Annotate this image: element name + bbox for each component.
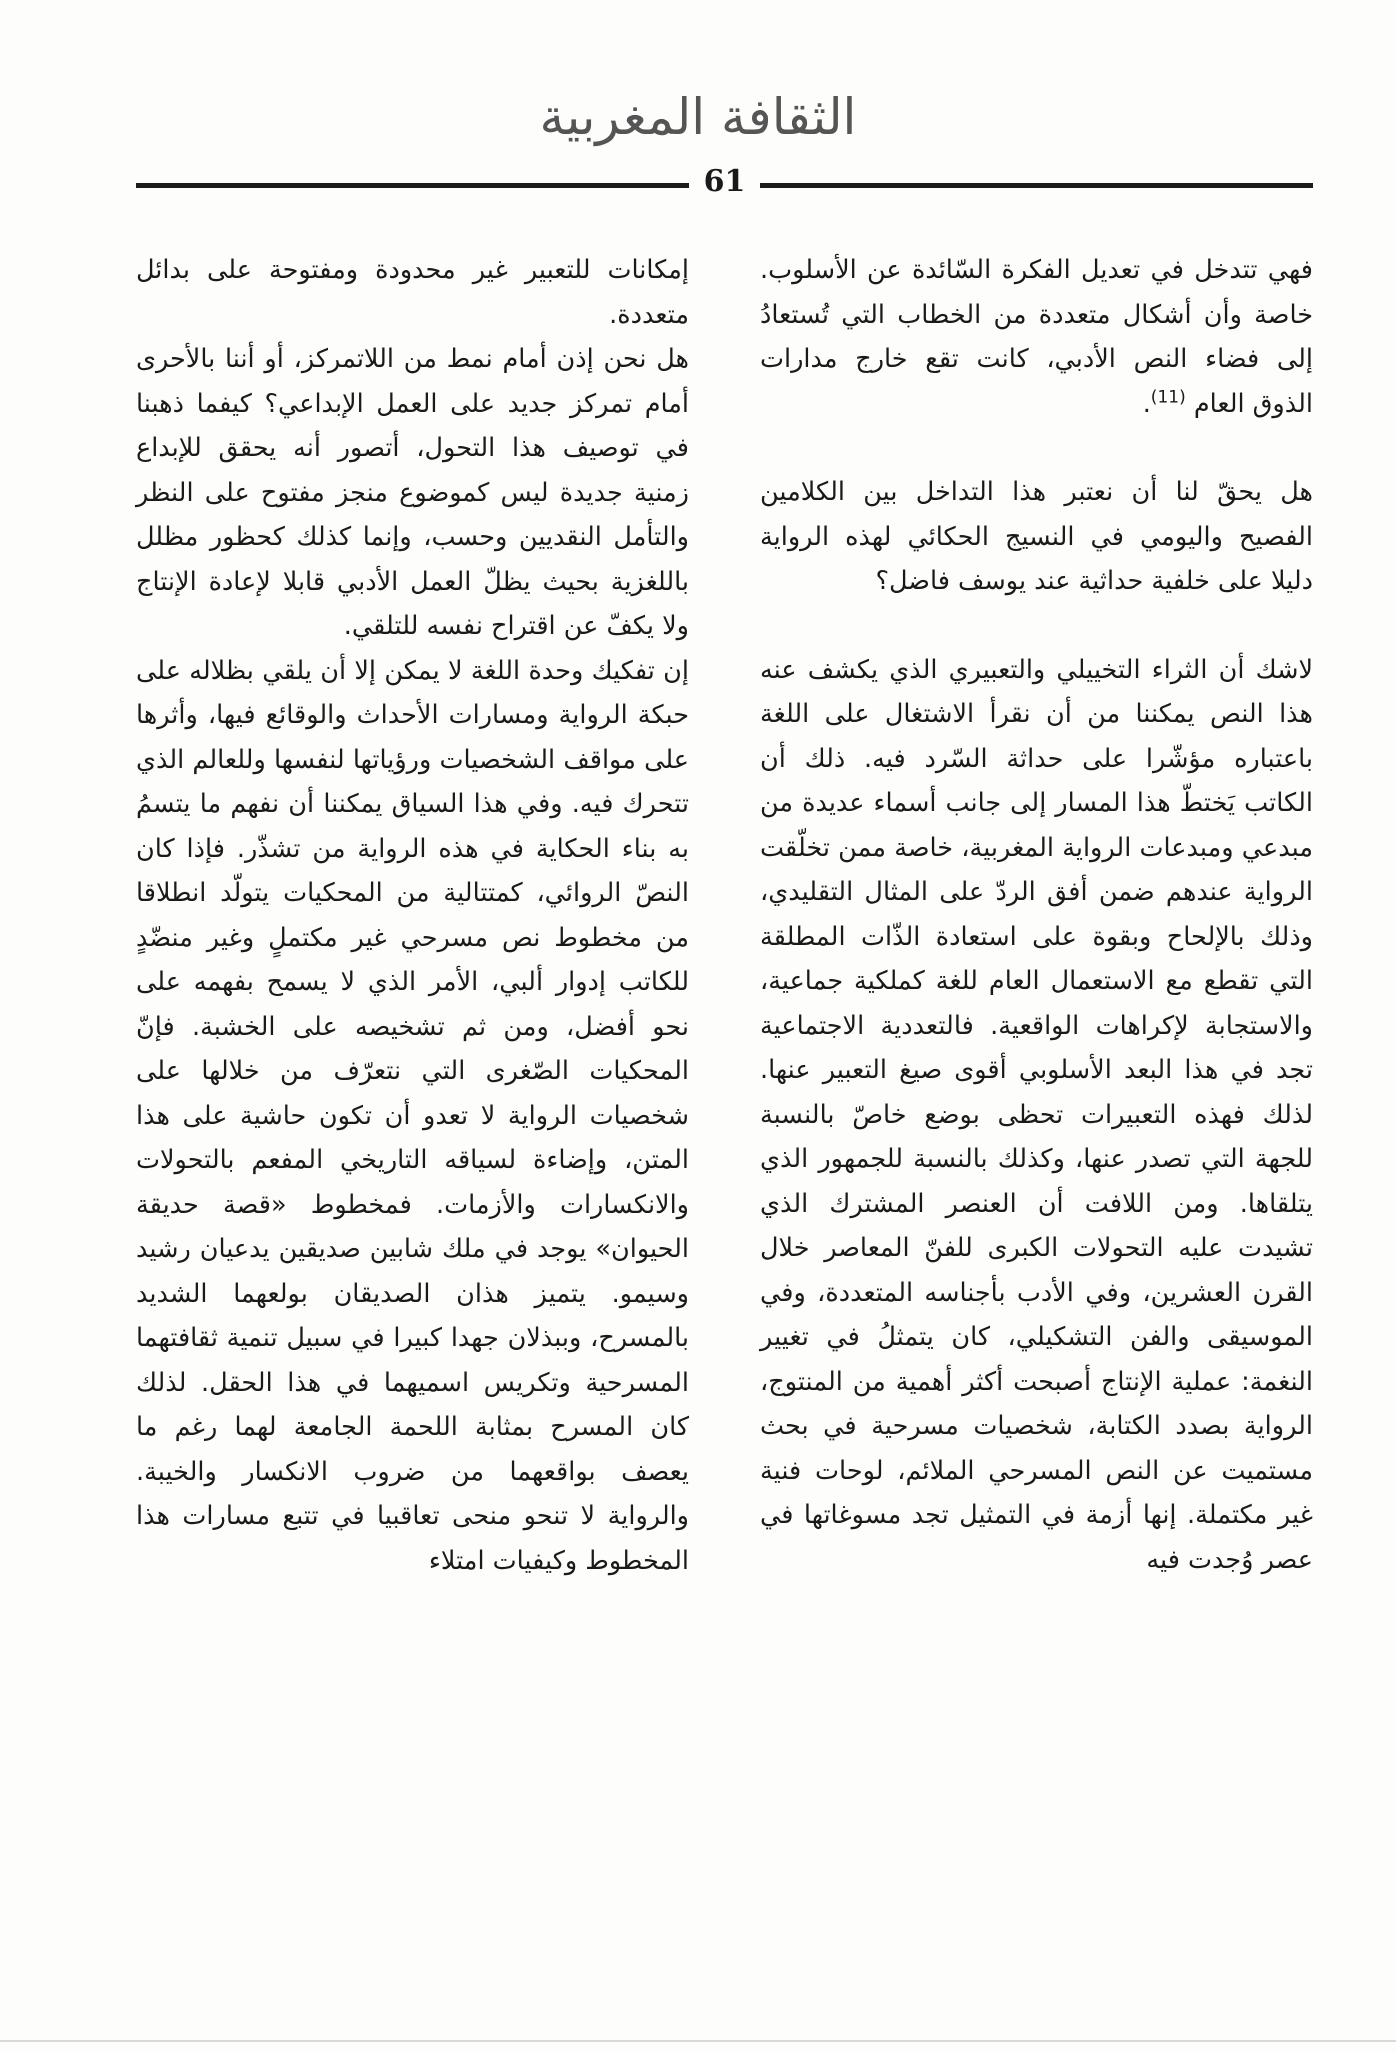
paragraph-gap: [760, 604, 1313, 648]
header-rule-left: [136, 183, 689, 188]
page-bottom-edge: [0, 2040, 1396, 2042]
right-paragraph-1: [760, 248, 1313, 426]
right-paragraph-1-text: فهي تتدخل في تعديل الفكرة السّائدة عن الأسلوب. خاصة وأن أشكال متعددة من الخطاب التي تُستعادُ إلى فضاء النص الأدبي، كانت تقع خارج مدارات الذوق العام: [760, 255, 1313, 419]
right-paragraph-1-end: .: [1142, 388, 1151, 419]
header-rule-right: [760, 183, 1313, 188]
footnote-reference[interactable]: (11): [1150, 387, 1186, 407]
right-column: [760, 248, 1313, 1582]
journal-title: الثقافة المغربية: [539, 88, 857, 146]
left-column: [136, 248, 689, 1583]
page-number: 61: [703, 164, 746, 199]
left-paragraph-2: هل نحن إذن أمام نمط من اللاتمركز، أو أننا بالأحرى أمام تمركز جديد على العمل الإبداعي؟ كيفما ذهبنا في توصيف هذا التحول، أتصور أنه يحقق للإبداع زمنية جديدة ليس كموضوع منجز مفتوح على النظر والتأمل النقديين وحسب، وإنما كذلك كحظور مظلل باللغزية بحيث يظلّ العمل الأدبي قابلا لإعادة الإنتاج ولا يكفّ عن اقتراح نفسه للتلقي.: [136, 344, 689, 641]
right-paragraph-3: لاشك أن الثراء التخييلي والتعبيري الذي يكشف عنه هذا النص يمكننا من أن نقرأ الاشتغال على اللغة باعتباره مؤشّرا على حداثة السّرد فيه. ذلك أن الكاتب يَختطّ هذا المسار إلى جانب أسماء عديدة من مبدعي ومبدعات الرواية المغربية، خاصة ممن تخلّقت الرواية عندهم ضمن أفق الردّ على المثال التقليدي، وذلك بالإلحاح وبقوة على استعادة الذّات المطلقة التي تقطع مع الاستعمال العام للغة كملكية جماعية، والاستجابة لإكراهات الواقعية. فالتعددية الاجتماعية تجد في هذا البعد الأسلوبي أقوى صيغ التعبير عنها. لذلك فهذه التعبيرات تحظى بوضع خاصّ بالنسبة للجهة التي تصدر عنها، وكذلك بالنسبة للجمهور الذي يتلقاها. ومن اللافت أن العنصر المشترك الذي تشيدت عليه التحولات الكبرى للفنّ المعاصر خلال القرن العشرين، وفي الأدب بأجناسه المتعددة، وفي الموسيقى والفن التشكيلي، كان يتمثلُ في تغيير النغمة: عملية الإنتاج أصبحت أكثر أهمية من المنتوج، الرواية بصدد الكتابة، شخصيات مسرحية في بحث مستميت عن النص المسرحي الملائم، لوحات فنية غير مكتملة. إنها أزمة في التمثيل تجد مسوغاتها في عصر وُجدت فيه: [760, 654, 1313, 1575]
paragraph-gap: [760, 426, 1313, 470]
right-paragraph-2: هل يحقّ لنا أن نعتبر هذا التداخل بين الكلامين الفصيح واليومي في النسيج الحكائي لهذه الرواية دليلا على خلفية حداثية عند يوسف فاضل؟: [760, 477, 1313, 596]
left-paragraph-1: إمكانات للتعبير غير محدودة ومفتوحة على بدائل متعددة.: [136, 255, 689, 330]
left-paragraph-3: إن تفكيك وحدة اللغة لا يمكن إلا أن يلقي بظلاله على حبكة الرواية ومسارات الأحداث والوقائع فيها، وأثرها على مواقف الشخصيات ورؤياتها لنفسها وللعالم الذي تتحرك فيه. وفي هذا السياق يمكننا أن نفهم ما يتسمُ به بناء الحكاية في هذه الرواية من تشذّر. فإذا كان النصّ الروائي، كمتتالية من المحكيات يتولّد انطلاقا من مخطوط نص مسرحي غير مكتملٍ وغير منضّدٍ للكاتب إدوار ألبي، الأمر الذي لا يسمح بفهمه على نحو أفضل، ومن ثم تشخيصه على الخشبة. فإنّ المحكيات الصّغرى التي نتعرّف من خلالها على شخصيات الرواية لا تعدو أن تكون حاشية على هذا المتن، وإضاءة لسياقه التاريخي المفعم بالتحولات والانكسارات والأزمات. فمخطوط «قصة حديقة الحيوان» يوجد في ملك شابين صديقين يدعيان رشيد وسيمو. يتميز هذان الصديقان بولعهما الشديد بالمسرح، وببذلان جهدا كبيرا في سبيل تنمية ثقافتهما المسرحية وتكريس اسميهما في هذا الحقل. لذلك كان المسرح بمثابة اللحمة الجامعة لهما رغم ما يعصف بواقعهما من ضروب الانكسار والخيبة. والرواية لا تنحو منحى تعاقبيا في تتبع مسارات هذا المخطوط وكيفيات امتلاء: [136, 655, 689, 1576]
